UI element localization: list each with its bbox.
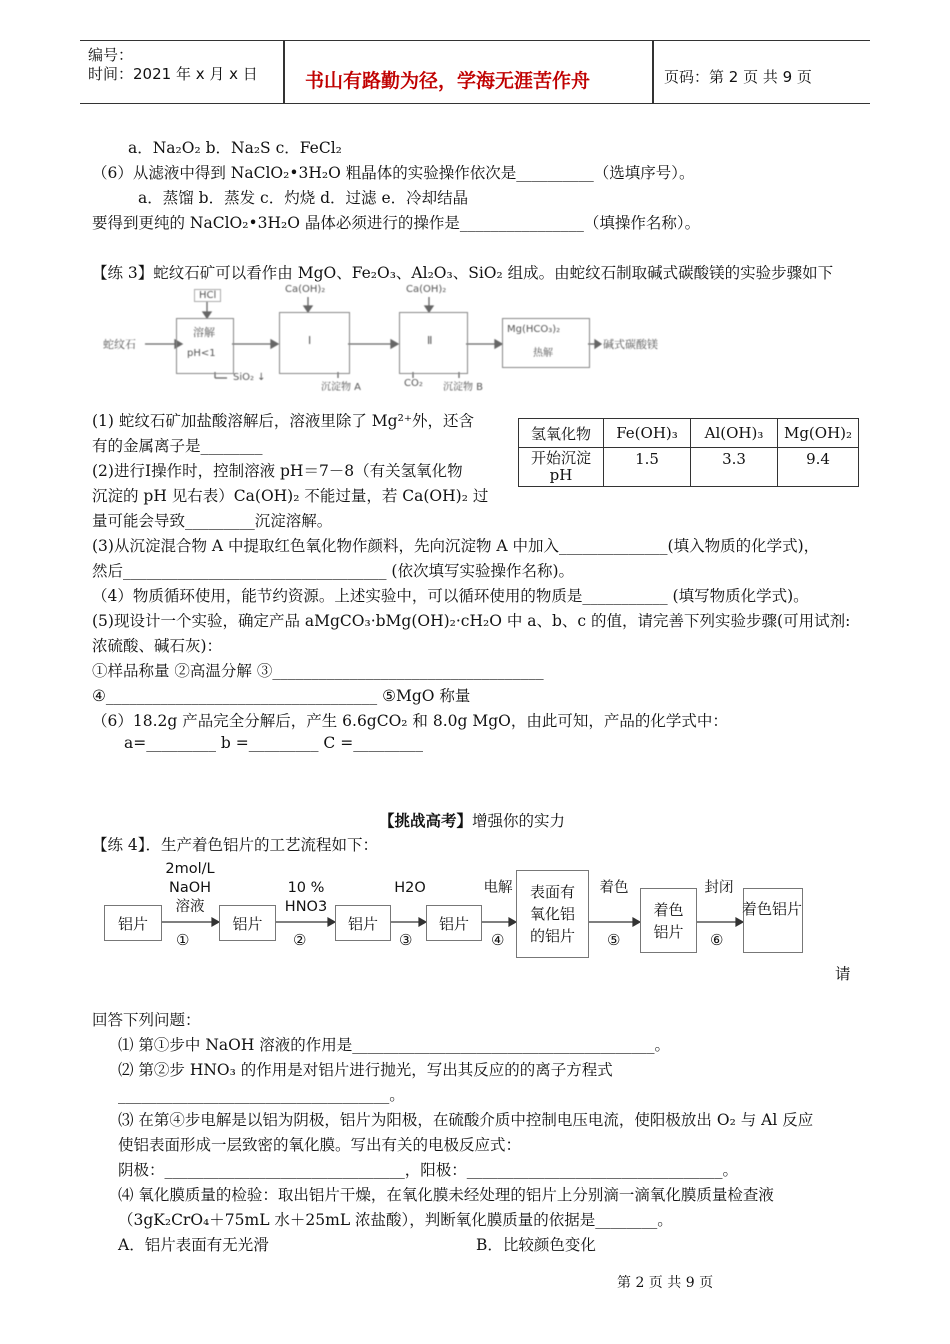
flow-box-aluminum: 铝片 (104, 905, 162, 941)
table-header-cell: Fe(OH)₃ (604, 419, 691, 448)
ex3-box3-top: Ca(OH)₂ (406, 284, 447, 295)
q6-options: a．蒸馏 b．蒸发 c．灼烧 d．过滤 e．冷却结晶 (138, 189, 469, 207)
ex3-box2-l1: Ⅰ (308, 334, 312, 347)
flow-reagent-5: 着色 (599, 880, 629, 896)
ex3-q5-d: ④___________________________________ ⑤MgO 称量 (92, 687, 471, 705)
ex3-q3-a: (3)从沉淀混合物 A 中提取红色氧化物作颜料，先向沉淀物 A 中加入______________(填入物质的化学式)， (92, 537, 820, 555)
ex4-q3-b: 使铝表面形成一层致密的氧化膜。写出有关的电极反应式： (118, 1136, 522, 1154)
ex4-q4-b: （3gK₂CrO₄＋75mL 水＋25mL 浓盐酸），判断氧化膜质量的依据是________。 (118, 1211, 673, 1229)
ex3-box4-l2: 热解 (533, 348, 553, 359)
page-footer: 第 2 页 共 9 页 (617, 1275, 714, 1291)
ex3-box3-out1: CO₂ (404, 378, 423, 389)
flow-reagent-3: H2O (394, 880, 426, 896)
header-date: 时间：2021 年 x 月 x 日 (88, 65, 258, 83)
ex3-q2-c: 量可能会导致_________沉淀溶解。 (92, 512, 333, 530)
q6-pure: 要得到更纯的 NaClO₂•3H₂O 晶体必须进行的操作是________________（填操作名称）。 (92, 214, 701, 232)
ex3-q6-b: a=_________ b =_________ C =_________ (124, 734, 423, 752)
flow-box-oxidized-aluminum: 表面有 氧化铝 的铝片 (516, 870, 589, 958)
ex3-start: 蛇纹石 (103, 338, 136, 351)
flow-reagent-1: 2mol/L NaOH 溶液 (165, 861, 215, 915)
q5-options: a．Na₂O₂ b．Na₂S c．FeCl₂ (128, 139, 342, 157)
ex3-q3-b: 然后__________________________________ (依次填写实验操作名称)。 (92, 562, 575, 580)
ex3-end: 碱式碳酸镁 (603, 338, 658, 351)
ex3-q1-a: (1) 蛇纹石矿加盐酸溶解后，溶液里除了 Mg²⁺外，还含 (92, 412, 474, 430)
ex4-please: 请 (835, 965, 851, 983)
flow-reagent-4: 电解 (483, 880, 513, 896)
flow-step-2: ② (293, 931, 307, 949)
ex4-q3-a: ⑶ 在第④步电解是以铝为阴极，铝片为阳极，在硫酸介质中控制电压电流，使阳极放出 O₂ 与 Al 反应 (118, 1111, 814, 1129)
table-cell: 1.5 (604, 448, 691, 487)
header-page: 页码：第 2 页 共 9 页 (664, 68, 812, 86)
flow-reagent-6: 封闭 (704, 880, 734, 896)
ex4-q2-a: ⑵ 第②步 HNO₃ 的作用是对铝片进行抛光，写出其反应的的离子方程式 (118, 1061, 613, 1079)
ex3-box3-out2: 沉淀物 B (443, 382, 484, 393)
ex3-q5-a: (5)现设计一个实验，确定产品 aMgCO₃·bMg(OH)₂·cH₂O 中 a、b、c 的值，请完善下列实验步骤(可用试剂: (92, 612, 851, 630)
flow-box-aluminum: 铝片 (335, 905, 391, 941)
table-header-cell: 氢氧化物 (519, 419, 604, 448)
ex3-box1-out: SiO₂ ↓ (233, 372, 266, 383)
ex4-q1: ⑴ 第①步中 NaOH 溶液的作用是_______________________________________。 (118, 1036, 671, 1054)
ex4-intro: 回答下列问题： (92, 1011, 201, 1029)
ex3-q5-b: 浓硫酸、碱石灰)： (92, 637, 223, 655)
ex4-title: 【练 4】．生产着色铝片的工艺流程如下： (92, 836, 379, 854)
flow-step-3: ③ (399, 931, 413, 949)
flow-box-aluminum: 铝片 (219, 905, 276, 941)
ex3-box3-l1: Ⅱ (427, 334, 433, 347)
ex3-q4: （4）物质循环使用，能节约资源。上述实验中，可以循环使用的物质是___________ (填写物质化学式)。 (92, 587, 809, 605)
table-header-cell: Al(OH)₃ (691, 419, 778, 448)
flow-box-final-label: 着色铝片 (742, 900, 803, 918)
ex3-q2-a: (2)进行Ⅰ操作时，控制溶液 pH＝7－8（有关氢氧化物 (92, 462, 463, 480)
table-cell: 3.3 (691, 448, 778, 487)
ex3-title: 【练 3】蛇纹石矿可以看作由 MgO、Fe₂O₃、Al₂O₃、SiO₂ 组成。由蛇纹石制取碱式碳酸镁的实验步骤如下 (92, 264, 834, 282)
header-motto: 书山有路勤为径，学海无涯苦作舟 (305, 70, 591, 92)
ex3-q2-b: 沉淀的 pH 见右表）Ca(OH)₂ 不能过量，若 Ca(OH)₂ 过 (92, 487, 489, 505)
ex4-option-a: A．铝片表面有无光滑 (118, 1236, 269, 1254)
ex3-q5-c: ①样品称量 ②高温分解 ③___________________________________ (92, 662, 544, 680)
challenge-title: 【挑战高考】增强你的实力 (379, 811, 566, 830)
flow-step-4: ④ (491, 931, 505, 949)
table-header-cell: Mg(OH)₂ (778, 419, 859, 448)
flow-reagent-2: 10 % HNO3 (284, 880, 328, 915)
ex3-box4-l1: Mg(HCO₃)₂ (507, 324, 561, 335)
ex3-box2-top: Ca(OH)₂ (285, 284, 326, 295)
flow-step-1: ① (176, 931, 190, 949)
ex4-q4-a: ⑷ 氧化膜质量的检验：取出铝片干燥，在氧化膜未经处理的铝片上分别滴一滴氧化膜质量检查液 (118, 1186, 774, 1204)
flow-step-6: ⑥ (710, 931, 724, 949)
ex3-box1-l1: 溶解 (193, 326, 215, 339)
ex3-box2-out: 沉淀物 A (321, 382, 362, 393)
ex4-option-b: B．比较颜色变化 (476, 1236, 596, 1254)
flow-step-5: ⑤ (607, 931, 621, 949)
ex3-q6-a: （6）18.2g 产品完全分解后，产生 6.6gCO₂ 和 8.0g MgO，由此可知，产品的化学式中： (92, 712, 728, 730)
q6-line: （6）从滤液中得到 NaClO₂•3H₂O 粗晶体的实验操作依次是__________（选填序号）。 (92, 164, 695, 182)
ex3-box1-l2: pH<1 (187, 348, 216, 359)
table-cell: 9.4 (778, 448, 859, 487)
ex4-q2-b: ___________________________________。 (118, 1086, 405, 1104)
table-row-label: 开始沉淀 pH (519, 448, 604, 487)
flow-box-colored-aluminum: 着色 铝片 (640, 888, 697, 953)
header-number: 编号： (88, 46, 134, 64)
ex3-q1-b: 有的金属离子是________ (92, 437, 263, 455)
ex3-box1-top: HCl (194, 289, 221, 302)
ex4-q3-c: 阴极：_______________________________，阳极：_________________________________。 (118, 1161, 739, 1179)
flow-box-aluminum: 铝片 (426, 905, 482, 941)
